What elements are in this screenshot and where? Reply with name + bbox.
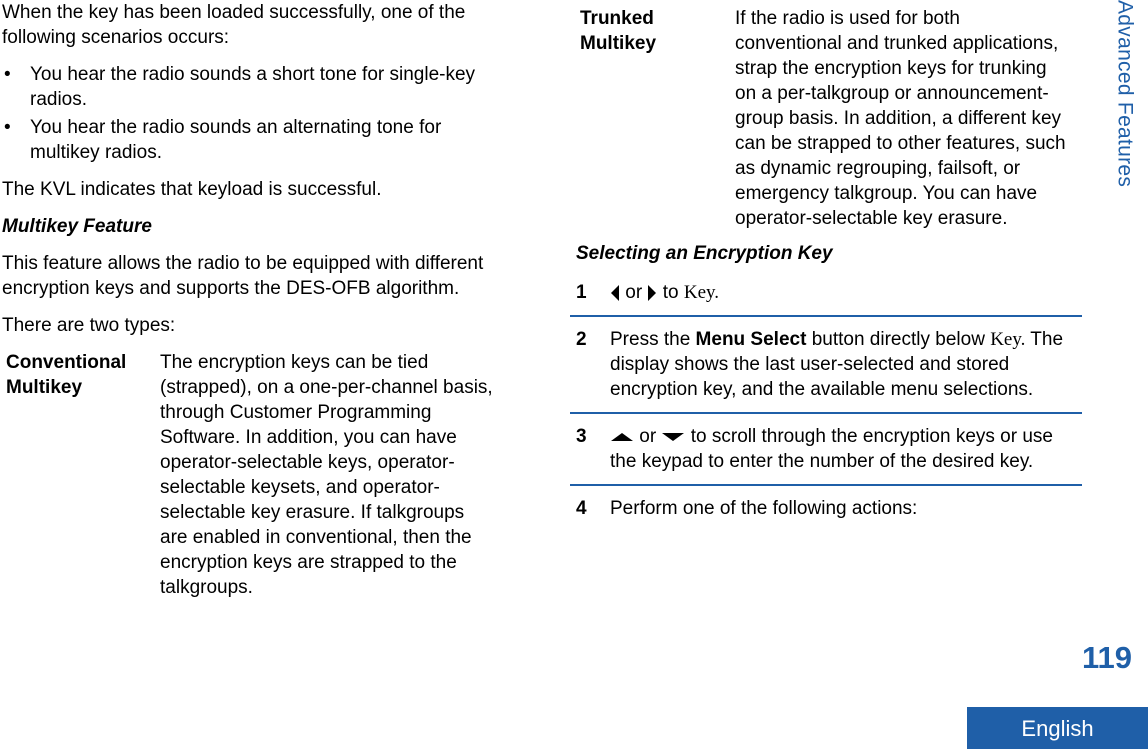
- step-text: Press the: [610, 329, 696, 350]
- language-label: English: [967, 707, 1148, 749]
- page-number: 119: [1081, 640, 1132, 675]
- step-number: 4: [576, 498, 587, 519]
- feature-paragraph: This feature allows the radio to be equipped with different encryption keys and supports the DES-OFB algorithm.: [2, 253, 484, 299]
- step-word: to: [662, 282, 679, 303]
- section-title: Advanced Features: [1113, 0, 1137, 188]
- types-paragraph: There are two types:: [2, 315, 176, 336]
- step-body: [610, 424, 1082, 474]
- step-text: button directly below: [806, 329, 991, 350]
- step-text: The display shows the last user-selected and stored encryption key, and the available menu selections.: [610, 329, 1064, 400]
- right-column: [570, 0, 1082, 531]
- intro-paragraph: When the key has been loaded successfully, one of the following scenarios occurs:: [2, 2, 466, 48]
- scenario-list: [2, 62, 494, 165]
- menu-select-label: Menu Select: [695, 329, 807, 350]
- step-word: or: [625, 282, 643, 303]
- step-1: [570, 270, 1082, 317]
- selecting-key-heading: Selecting an Encryption Key: [576, 243, 833, 264]
- key-softkey-label: Key.: [683, 282, 720, 303]
- key-softkey-label: Key.: [990, 329, 1026, 350]
- term-line: Multikey: [6, 377, 83, 398]
- definition-term: [6, 350, 160, 600]
- up-arrow-icon: [610, 432, 634, 442]
- step-text: Perform one of the following actions:: [610, 498, 918, 519]
- down-arrow-icon: [661, 432, 685, 442]
- left-arrow-icon: [610, 284, 620, 302]
- step-3: [570, 414, 1082, 486]
- bullet-icon: •: [4, 117, 11, 138]
- step-4: [570, 486, 1082, 531]
- conventional-multikey-row: [2, 350, 494, 600]
- list-item-text: You hear the radio sounds an alternating tone for multikey radios.: [30, 117, 442, 163]
- list-item: [2, 115, 494, 165]
- term-line: Trunked: [580, 8, 654, 29]
- step-number: 2: [576, 329, 587, 350]
- list-item-text: You hear the radio sounds a short tone for single-key radios.: [30, 64, 476, 110]
- step-list: [570, 270, 1082, 531]
- term-line: Multikey: [580, 33, 657, 54]
- step-body: [610, 327, 1082, 402]
- step-body: [610, 280, 1082, 305]
- definition-description: The encryption keys can be tied (strapped), on a one-per-channel basis, through Customer Programming Software. In addition, you can have operator-selectable keys, operator-selectable keysets, and operator-selectable key erasure. If talkgroups are enabled in conventional, then the encryption keys are strapped to the talkgroups.: [160, 352, 493, 598]
- step-number: 1: [576, 282, 587, 303]
- step-2: [570, 317, 1082, 414]
- right-arrow-icon: [647, 284, 657, 302]
- multikey-heading: Multikey Feature: [2, 216, 152, 237]
- bullet-icon: •: [4, 64, 11, 85]
- step-word: or: [639, 426, 657, 447]
- trunked-multikey-row: [570, 0, 1082, 231]
- kvl-paragraph: The KVL indicates that keyload is successful.: [2, 179, 382, 200]
- definition-description: If the radio is used for both conventional and trunked applications, strap the encryption keys for trunking on a per-talkgroup or announcement-group basis. In addition, a different key can be strapped to other features, such as dynamic regrouping, failsoft, or emergency talkgroup. You can have operator-selectable key erasure.: [735, 8, 1066, 229]
- section-side-tab: [1108, 0, 1142, 210]
- definition-term: [580, 6, 735, 231]
- list-item: [2, 62, 494, 112]
- step-number: 3: [576, 426, 587, 447]
- left-column: [2, 0, 494, 600]
- term-line: Conventional: [6, 352, 127, 373]
- step-text: to scroll through the encryption keys or use the keypad to enter the number of the desired key.: [610, 426, 1053, 472]
